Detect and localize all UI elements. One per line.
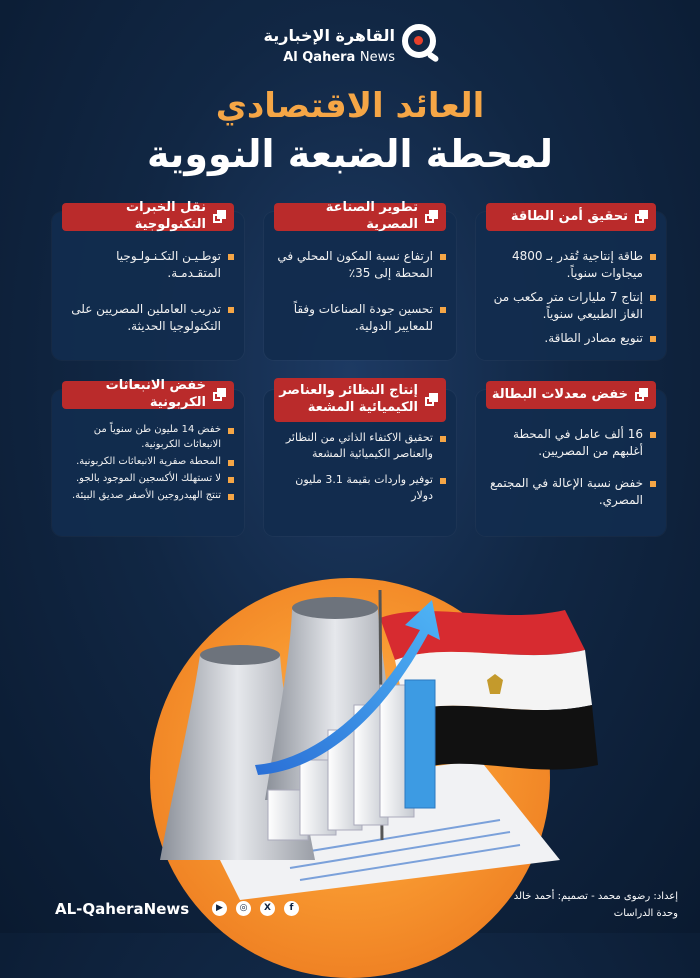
card-heading: إنتاج النظائر والعناصر الكيميائية المشعة — [279, 383, 418, 415]
page-title-line2: لمحطة الضبعة النووية — [147, 132, 553, 176]
credits-authors: إعداد: رضوى محمد - تصميم: أحمد خالد — [513, 891, 678, 902]
credits — [514, 888, 678, 922]
list-item: لا تستهلك الأكسجين الموجود بالجو. — [64, 471, 234, 486]
instagram-icon[interactable]: ◎ — [236, 901, 251, 916]
facebook-icon[interactable]: f — [284, 901, 299, 916]
list-item: إنتاج 7 مليارات متر مكعب من الغاز الطبيعي سنوياً. — [488, 289, 656, 324]
page-title-line1: العائد الاقتصادي — [215, 86, 485, 126]
card-heading: نقل الخبرات التكنولوجية — [126, 200, 206, 232]
list-item: تحسين جودة الصناعات وفقاً للمعايير الدولية. — [276, 301, 446, 336]
list-item: تنويع مصادر الطاقة. — [488, 330, 656, 347]
logo-arabic-name: القاهرة الإخبارية — [263, 26, 395, 45]
list-item: المحطة صفرية الانبعاثات الكربونية. — [64, 454, 234, 469]
list-item: ارتفاع نسبة المكون المحلي في المحطة إلى 35٪ — [276, 248, 446, 283]
list-item: خفض 14 مليون طن سنوياً من الانبعاثات الكربونية. — [64, 422, 234, 452]
credits-unit: وحدة الدراسات — [613, 908, 678, 919]
list-item: طاقة إنتاجية تُقدر بـ 4800 ميجاوات سنوياً. — [488, 248, 656, 283]
website-handle[interactable]: AL-QaheraNews — [55, 900, 190, 918]
list-item: تنتج الهيدروجين الأصفر صديق البيئة. — [64, 488, 234, 503]
list-item: خفض نسبة الإعالة في المجتمع المصري. — [488, 475, 656, 510]
card-heading: خفض الانبعاثات الكربونية — [105, 378, 206, 410]
card-heading: تحقيق أمن الطاقة — [510, 208, 628, 224]
youtube-icon[interactable]: ▶ — [212, 901, 227, 916]
list-item: توفير واردات بقيمة 3.1 مليون دولار — [276, 472, 446, 504]
list-item: تدريب العاملين المصريين على التكنولوجيا الحديثة. — [64, 301, 234, 336]
card-heading: تطوير الصناعة المصرية — [325, 200, 418, 232]
x-icon[interactable]: X — [260, 901, 275, 916]
logo-english-name: Al Qahera News — [283, 50, 395, 65]
card-heading: خفض معدلات البطالة — [491, 386, 628, 402]
list-item: توطـيـن التكـنـولـوجيا المتقـدمـة. — [64, 248, 234, 283]
list-item: 16 ألف عامل في المحطة أغلبهم من المصريين. — [488, 426, 656, 461]
footer — [0, 880, 700, 933]
list-item: تحقيق الاكتفاء الذاتي من النظائر والعناصر الكيميائية المشعة — [276, 430, 446, 462]
